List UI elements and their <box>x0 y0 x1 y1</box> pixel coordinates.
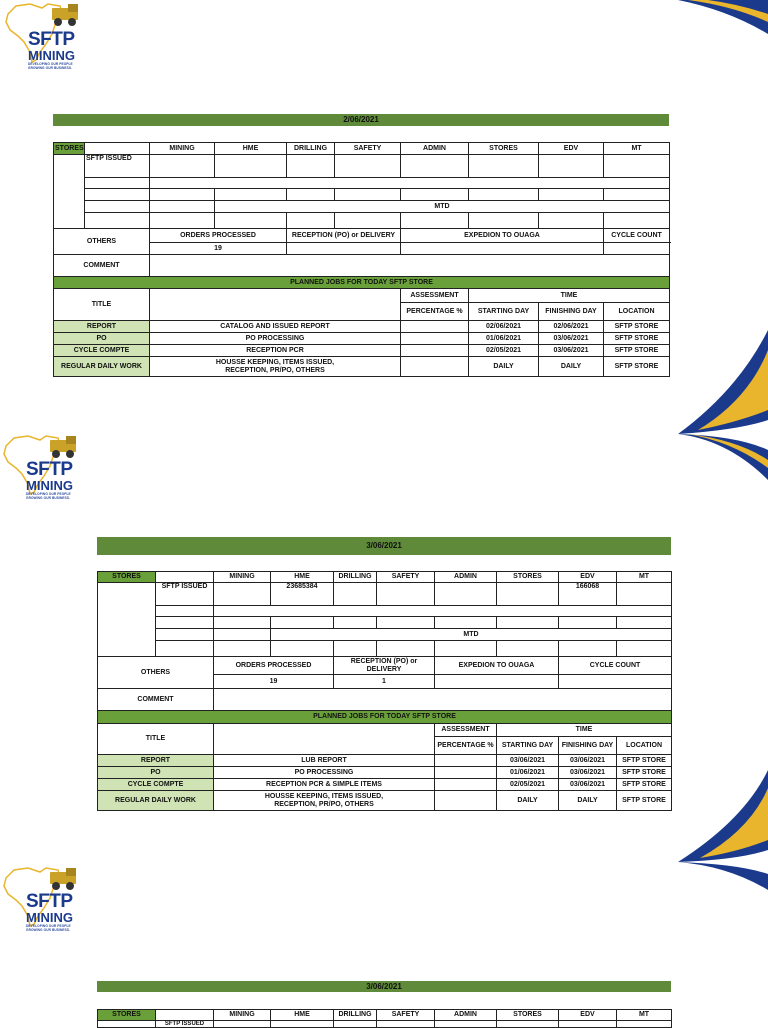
col-header: STORES <box>497 572 559 583</box>
time-label: TIME <box>469 289 670 303</box>
job-desc: PO PROCESSING <box>214 767 435 779</box>
percentage-label: PERCENTAGE % <box>401 303 469 321</box>
job-location: SFTP STORE <box>604 321 670 333</box>
col-header: MT <box>617 572 672 583</box>
others-header: ORDERS PROCESSED <box>214 657 334 675</box>
assessment-label: ASSESSMENT <box>401 289 469 303</box>
job-location: SFTP STORE <box>604 333 670 345</box>
report-date-band: 2/06/2021 <box>53 114 669 126</box>
others-header: EXPEDION TO OUAGA <box>435 657 559 675</box>
col-header: HME <box>271 572 334 583</box>
job-finish: DAILY <box>559 791 617 811</box>
col-header: EDV <box>559 1010 617 1021</box>
stores-label: STORES <box>98 572 156 583</box>
company-logo <box>0 864 92 933</box>
comment-value <box>214 689 672 711</box>
swoosh-decoration <box>678 770 768 890</box>
brand-line1: SFTP <box>28 29 75 50</box>
job-finish: 03/06/2021 <box>559 755 617 767</box>
job-location: SFTP STORE <box>617 791 672 811</box>
col-header: ADMIN <box>435 572 497 583</box>
company-logo <box>0 432 92 501</box>
col-header: EDV <box>559 572 617 583</box>
stores-label: STORES <box>54 143 85 155</box>
job-start: DAILY <box>497 791 559 811</box>
others-label: OTHERS <box>98 657 214 689</box>
job-location: SFTP STORE <box>617 755 672 767</box>
job-desc: LUB REPORT <box>214 755 435 767</box>
brand-tagline2: GROWING OUR BUSINESS. <box>28 66 73 71</box>
others-label: OTHERS <box>54 229 150 255</box>
others-header: RECEPTION (PO) or DELIVERY <box>287 229 401 243</box>
stores-table <box>53 142 670 377</box>
job-name: REGULAR DAILY WORK <box>54 357 150 377</box>
swoosh-decoration <box>678 0 768 40</box>
col-header: DRILLING <box>334 572 377 583</box>
brand-line2: MINING <box>26 910 73 925</box>
col-header: MT <box>617 1010 672 1021</box>
starting-day-label: STARTING DAY <box>469 303 539 321</box>
col-header: HME <box>215 143 287 155</box>
job-name: REPORT <box>98 755 214 767</box>
col-header: MINING <box>214 572 271 583</box>
sftp-issued-label: SFTP ISSUED <box>85 155 150 178</box>
job-location: SFTP STORE <box>604 345 670 357</box>
job-desc: HOUSSE KEEPING, ITEMS ISSUED, RECEPTION, PR/PO, OTHERS <box>150 357 401 377</box>
title-label: TITLE <box>98 724 214 755</box>
mtd-label: MTD <box>271 629 672 641</box>
job-desc: RECEPTION PCR <box>150 345 401 357</box>
orders-processed-value: 19 <box>150 243 287 255</box>
job-finish: 03/06/2021 <box>559 779 617 791</box>
job-location: SFTP STORE <box>617 767 672 779</box>
col-header: STORES <box>469 143 539 155</box>
planned-jobs-title: PLANNED JOBS FOR TODAY SFTP STORE <box>54 277 670 289</box>
percentage-label: PERCENTAGE % <box>435 737 497 755</box>
job-name: REGULAR DAILY WORK <box>98 791 214 811</box>
brand-tagline1: DEVELOPING OUR PEOPLE <box>28 62 73 66</box>
comment-label: COMMENT <box>54 255 150 277</box>
col-header: MINING <box>214 1010 271 1021</box>
planned-jobs-title: PLANNED JOBS FOR TODAY SFTP STORE <box>98 711 672 724</box>
swoosh-decoration <box>678 330 768 480</box>
job-name: PO <box>54 333 150 345</box>
job-start: DAILY <box>469 357 539 377</box>
hme-issued-value: 23685384 <box>271 583 334 606</box>
job-start: 01/06/2021 <box>469 333 539 345</box>
col-header: SAFETY <box>377 1010 435 1021</box>
others-header: CYCLE COUNT <box>559 657 672 675</box>
location-label: LOCATION <box>604 303 670 321</box>
col-header: STORES <box>497 1010 559 1021</box>
comment-value <box>150 255 670 277</box>
brand-tagline1: DEVELOPING OUR PEOPLE <box>26 924 71 928</box>
col-header: EDV <box>539 143 604 155</box>
job-finish: 03/06/2021 <box>559 767 617 779</box>
job-desc: HOUSSE KEEPING, ITEMS ISSUED, RECEPTION, PR/PO, OTHERS <box>214 791 435 811</box>
brand-line2: MINING <box>28 48 75 63</box>
job-desc: PO PROCESSING <box>150 333 401 345</box>
comment-label: COMMENT <box>98 689 214 711</box>
col-header: ADMIN <box>401 143 469 155</box>
col-header: MINING <box>150 143 215 155</box>
brand-line1: SFTP <box>26 891 73 912</box>
brand-tagline2: GROWING OUR BUSINESS. <box>26 496 71 501</box>
job-name: CYCLE COMPTE <box>54 345 150 357</box>
report-date-band: 3/06/2021 <box>97 537 671 555</box>
brand-line2: MINING <box>26 478 73 493</box>
col-header: HME <box>271 1010 334 1021</box>
job-start: 01/06/2021 <box>497 767 559 779</box>
job-finish: DAILY <box>539 357 604 377</box>
brand-tagline1: DEVELOPING OUR PEOPLE <box>26 492 71 496</box>
report-date-band: 3/06/2021 <box>97 981 671 992</box>
job-name: REPORT <box>54 321 150 333</box>
job-finish: 03/06/2021 <box>539 345 604 357</box>
location-label: LOCATION <box>617 737 672 755</box>
col-header: ADMIN <box>435 1010 497 1021</box>
job-start: 02/05/2021 <box>469 345 539 357</box>
stores-table <box>97 571 672 811</box>
company-logo <box>2 0 94 71</box>
job-finish: 03/06/2021 <box>539 333 604 345</box>
stores-label: STORES <box>98 1010 156 1021</box>
others-header: RECEPTION (PO) or DELIVERY <box>334 657 435 675</box>
brand-tagline2: GROWING OUR BUSINESS. <box>26 928 71 933</box>
job-start: 02/06/2021 <box>469 321 539 333</box>
finishing-day-label: FINISHING DAY <box>539 303 604 321</box>
col-header: MT <box>604 143 670 155</box>
brand-line1: SFTP <box>26 459 73 480</box>
job-start: 03/06/2021 <box>497 755 559 767</box>
time-label: TIME <box>497 724 672 737</box>
col-header: DRILLING <box>287 143 335 155</box>
title-label: TITLE <box>54 289 150 321</box>
col-header: SAFETY <box>335 143 401 155</box>
job-desc: RECEPTION PCR & SIMPLE ITEMS <box>214 779 435 791</box>
reception-value: 1 <box>334 675 435 689</box>
others-header: ORDERS PROCESSED <box>150 229 287 243</box>
col-header: SAFETY <box>377 572 435 583</box>
job-name: PO <box>98 767 214 779</box>
job-start: 02/05/2021 <box>497 779 559 791</box>
col-header: DRILLING <box>334 1010 377 1021</box>
job-location: SFTP STORE <box>604 357 670 377</box>
sftp-issued-label: SFTP ISSUED <box>156 583 214 606</box>
mtd-label: MTD <box>215 201 670 213</box>
job-finish: 02/06/2021 <box>539 321 604 333</box>
finishing-day-label: FINISHING DAY <box>559 737 617 755</box>
job-location: SFTP STORE <box>617 779 672 791</box>
starting-day-label: STARTING DAY <box>497 737 559 755</box>
assessment-label: ASSESSMENT <box>435 724 497 737</box>
others-header: EXPEDION TO OUAGA <box>401 229 604 243</box>
others-header: CYCLE COUNT <box>604 229 670 243</box>
sftp-issued-label: SFTP ISSUED <box>156 1021 214 1028</box>
orders-processed-value: 19 <box>214 675 334 689</box>
job-name: CYCLE COMPTE <box>98 779 214 791</box>
job-desc: CATALOG AND ISSUED REPORT <box>150 321 401 333</box>
stores-table <box>97 1009 672 1028</box>
edv-issued-value: 166068 <box>559 583 617 606</box>
